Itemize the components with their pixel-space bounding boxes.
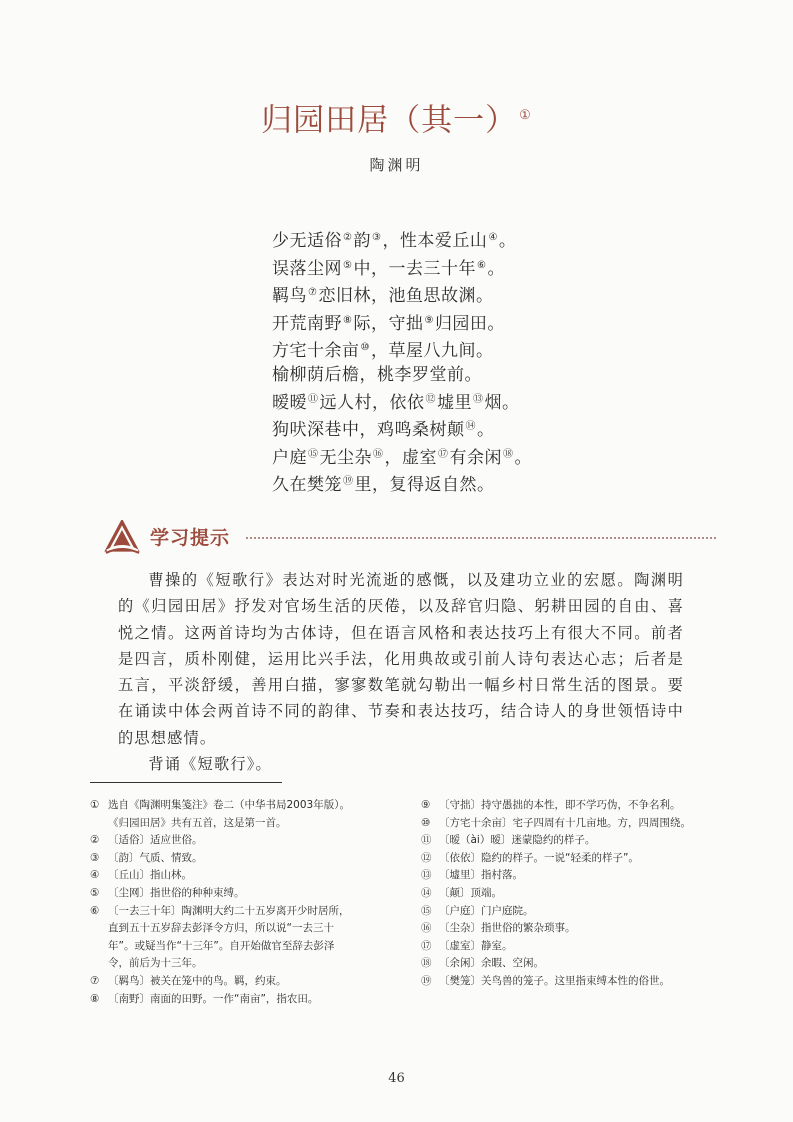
poem-text: 开荒南野 [272,313,342,334]
footnote-item [90,903,400,973]
poem-text: 墟里 [437,392,472,413]
poem-text: 误落尘网 [272,258,342,279]
poem-text: 。 [498,231,517,251]
poem-text: 。 [487,258,505,279]
footnote-text: 〔虚室〕静室。 [439,939,513,952]
footnote-marker: ⑬ [473,393,484,405]
footnote-item [421,885,721,903]
footnote-item [90,832,400,850]
footnote-item [90,991,400,1009]
footnote-marker: ② [343,232,353,243]
poem-text: 里，复得返自然。 [354,475,495,496]
poem-line [272,336,592,364]
footnote-number: ⑰ [421,939,432,952]
footnote-item [90,867,400,885]
poem-text: ，性本爱丘山 [382,231,488,251]
poem-body [272,226,592,498]
footnote-text: 〔羁鸟〕被关在笼中的鸟。羁，约束。 [108,974,287,987]
footnote-item [90,797,400,832]
footnote-text: 〔守拙〕持守愚拙的本性，即不学巧伪，不争名利。 [439,799,681,811]
author-name: 陶渊明 [369,156,424,174]
footnote-marker: ⑭ [465,421,476,433]
footnote-number: ⑤ [90,886,100,899]
poem-text: 羁鸟 [272,286,307,307]
footnote-number: ⑨ [421,799,431,811]
poem-text: 榆柳荫后檐，桃李罗堂前。 [272,364,482,385]
footnote-item [90,973,400,991]
footnote-marker: ⑨ [424,314,434,326]
poem-text: 暧暧 [272,392,307,413]
footnote-item [421,938,721,956]
poem-text: 久在樊笼 [272,475,342,496]
footnote-marker: ⑱ [503,448,514,460]
poem-text: 归园田。 [434,313,505,334]
footnote-item [90,850,400,868]
poem-line [272,470,592,498]
footnote-marker: ⑲ [343,476,354,488]
footnote-marker: ⑤ [343,259,353,271]
study-tips-title: 学习提示 [150,527,231,549]
footnote-number: ⑭ [421,886,432,899]
footnote-text: 〔余闲〕余暇、空闲。 [439,957,544,970]
footnote-marker: ④ [488,232,498,243]
poem-text: 。 [514,447,532,468]
poem-text: 有余闲 [449,447,502,468]
footnote-item [421,797,721,815]
footnote-number: ⑩ [421,816,431,829]
footnote-item [421,867,721,885]
footnote-text: 〔户庭〕门户庭院。 [439,904,534,917]
footnote-text: 〔适俗〕适应世俗。 [108,834,203,847]
poem-text: 户庭 [272,447,307,468]
poem-line [272,309,592,337]
footnote-item [421,832,721,850]
poem-line [272,415,592,443]
footnote-text: 〔暧（ài）暧〕迷蒙隐约的样子。 [439,834,596,847]
footnote-number: ⑱ [421,957,432,970]
poem-text: 际，守拙 [353,313,424,334]
poem-text: 少无适俗 [272,231,342,251]
footnote-number: ⑮ [421,904,432,917]
study-tips-icon [104,520,140,554]
footnote-number: ① [90,799,100,811]
poem-text: 烟。 [484,392,520,413]
footnote-text: 〔樊笼〕关鸟兽的笼子。这里指束缚本性的俗世。 [439,974,670,987]
footnote-number: ② [90,834,100,847]
footnote-text: 〔南野〕南面的田野。一作“南亩”，指农田。 [108,992,319,1005]
footnote-text: 〔颠〕顶端。 [439,886,502,899]
footnote-number: ⑲ [421,974,432,987]
footnote-item [90,885,400,903]
footnote-text: 〔一去三十年〕陶渊明大约二十五岁离开少时居所， 直到五十五岁辞去彭泽令方归，所以说“一去三十 年”。或疑当作“十三年”。自开始做官至辞去彭泽 令，前后为十三年。 [108,904,350,970]
footnote-marker: ⑮ [308,448,319,460]
footnote-marker: ③ [371,232,382,243]
footnote-number: ⑫ [421,851,432,864]
title-text: 归园田居（其一） [261,102,518,139]
poem-line [272,364,592,388]
footnote-number: ⑪ [421,834,432,847]
footnote-marker: ⑦ [308,287,318,299]
poem-line [272,254,592,282]
poem-text: 恋旧林，池鱼思故渊。 [318,286,494,307]
footnote-marker: ⑯ [373,448,384,460]
footnote-text: 〔尘杂〕指世俗的繁杂琐事。 [439,922,576,935]
footnote-text: 〔韵〕气质、情致。 [108,851,203,864]
study-tips-body [118,567,684,777]
footnote-item [421,973,721,991]
poem-line [272,443,592,471]
tips-paragraph: 曹操的《短歌行》表达对时光流逝的感慨，以及建功立业的宏愿。陶渊明的《归园田居》抒发对官场生活的厌倦，以及辞官归隐、躬耕田园的自由、喜悦之情。这两首诗均为古体诗，但在语言风格和表达技巧上有很大不同。前者是四言，质朴刚健，运用比兴手法，化用典故或引前人诗句表达心志；后者是五言，平淡舒缓，善用白描，寥寥数笔就勾勒出一幅乡村日常生活的图景。要在诵读中体会两首诗不同的韵律、节奏和表达技巧，结合诗人的身世领悟诗中的思想感情。 [118,571,684,747]
footnote-item [421,815,721,833]
title-footnote-marker: ① [519,108,532,123]
footnote-number: ⑧ [90,992,100,1005]
poem-text: 狗吠深巷中，鸡鸣桑树颠 [272,420,465,441]
footnote-text: 〔依依〕隐约的样子。一说“轻柔的样子”。 [439,851,639,864]
study-tips-header [104,518,716,554]
poem-text: 。 [477,420,495,441]
footnote-text: 〔方宅十余亩〕宅子四周有十几亩地。方，四周围绕。 [439,816,691,829]
footnotes-left-column [90,797,400,1008]
footnote-number: ⑯ [421,922,432,935]
footnote-number: ⑦ [90,974,100,987]
poem-text: ，草屋八九间。 [370,341,494,362]
footnote-rule [90,782,282,783]
poem-line [272,226,592,254]
footnote-marker: ⑧ [343,314,353,326]
poem-line [272,388,592,416]
footnote-number: ⑬ [421,869,432,882]
footnote-number: ⑥ [90,904,100,917]
footnote-number: ④ [90,869,100,882]
poem-line [272,281,592,309]
footnote-item [421,850,721,868]
section-divider [246,537,716,539]
footnote-item [421,955,721,973]
page-number: 46 [388,1071,405,1086]
poem-text: 中，一去三十年 [353,258,476,279]
footnote-item [421,920,721,938]
footnote-number: ③ [90,851,100,864]
poem-text: 韵 [353,231,371,251]
poem-text: 无尘杂 [319,447,372,468]
footnote-marker: ⑪ [308,393,319,405]
tips-paragraph: 背诵《短歌行》。 [148,755,272,774]
footnote-marker: ⑩ [360,342,370,354]
footnote-text: 〔尘网〕指世俗的种种束缚。 [108,886,245,899]
poem-text: 方宅十余亩 [272,341,360,362]
footnote-text: 选自《陶渊明集笺注》卷二（中华书局2003年版）。 《归园田居》共有五首，这是第一首。 [108,799,350,829]
footnotes-right-column [421,797,721,991]
footnote-marker: ⑰ [438,448,449,460]
footnote-marker: ⑫ [425,393,436,405]
footnote-text: 〔墟里〕指村落。 [439,869,523,882]
page-title [0,96,793,140]
footnote-item [421,903,721,921]
poem-text: ，虚室 [384,447,437,468]
poem-text: 远人村，依依 [319,392,425,413]
footnote-marker: ⑥ [476,259,487,271]
footnote-text: 〔丘山〕指山林。 [108,869,192,882]
